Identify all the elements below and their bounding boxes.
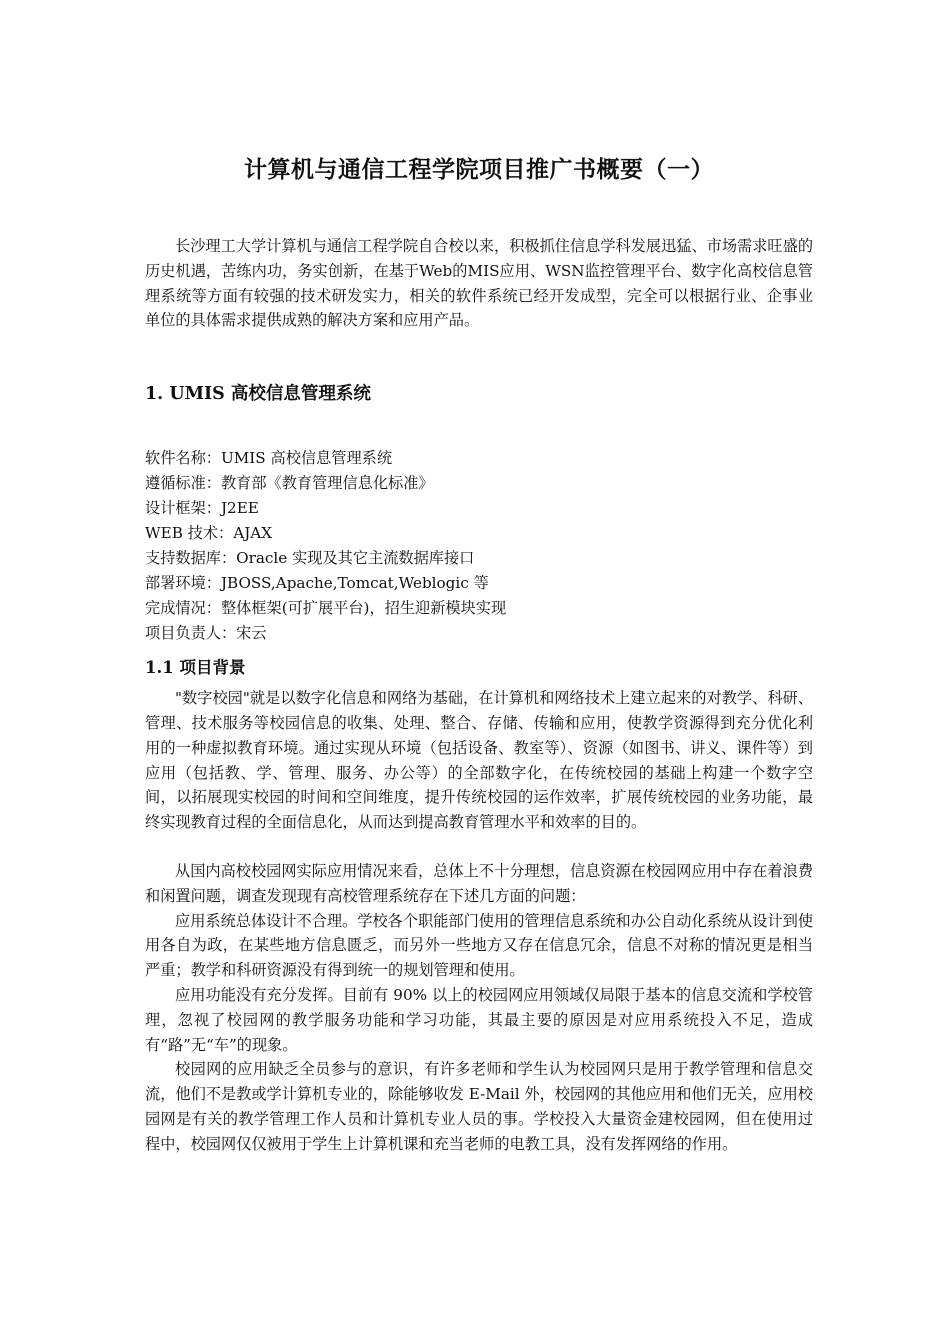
body-paragraph: "数字校园"就是以数字化信息和网络为基础，在计算机和网络技术上建立起来的对教学、科研、管理、技术服务等校园信息的收集、处理、整合、存储、传输和应用，使教学资源得到充分优化利用的一种虚拟教育环境。通过实现从环境（包括设备、教室等）、资源（如图书、讲义、课件等）到应用（包括教、学、管理、服务、办公等）的全部数字化，在传统校园的基础上构建一个数字空间，以拓展现实校园的时间和空间维度，提升传统校园的运作效率，扩展传统校园的业务功能，最终实现教育过程的全面信息化，从而达到提高教育管理水平和效率的目的。: [145, 689, 813, 832]
spec-item: 设计框架：J2EE: [145, 499, 259, 518]
spec-list: [145, 446, 813, 646]
spec-item: 部署环境：JBOSS,Apache,Tomcat,Weblogic 等: [145, 574, 489, 593]
spec-item: 软件名称：UMIS 高校信息管理系统: [145, 449, 393, 468]
subsection-heading: 1.1 项目背景: [145, 658, 246, 678]
body-paragraph: 应用功能没有充分发挥。目前有 90% 以上的校园网应用领域仅局限于基本的信息交流和学校管理，忽视了校园网的教学服务功能和学习功能，其最主要的原因是对应用系统投入不足，造成有“路”无“车”的现象。: [145, 985, 813, 1054]
body-paragraph: 校园网的应用缺乏全员参与的意识，有许多老师和学生认为校园网只是用于教学管理和信息交流，他们不是教或学计算机专业的，除能够收发 E-Mail 外，校园网的其他应用和他们无关，应用校园网是有关的教学管理工作人员和计算机专业人员的事。学校投入大量资金建校园网，但在使用过程中，校园网仅仅被用于学生上计算机课和充当老师的电教工具，没有发挥网络的作用。: [145, 1060, 813, 1153]
body-paragraph: 应用系统总体设计不合理。学校各个职能部门使用的管理信息系统和办公自动化系统从设计到使用各自为政，在某些地方信息匮乏，而另外一些地方又存在信息冗余，信息不对称的情况更是相当严重；教学和科研资源没有得到统一的规划管理和使用。: [145, 911, 813, 980]
spec-item: 完成情况：整体框架(可扩展平台)，招生迎新模块实现: [145, 599, 507, 618]
spec-item: 支持数据库：Oracle 实现及其它主流数据库接口: [145, 549, 475, 568]
section-heading: 1. UMIS 高校信息管理系统: [145, 384, 371, 405]
intro-paragraph: 长沙理工大学计算机与通信工程学院自合校以来，积极抓住信息学科发展迅猛、市场需求旺盛的历史机遇，苦练内功，务实创新，在基于Web的MIS应用、WSN监控管理平台、数字化高校信息管理系统等方面有较强的技术研发实力，相关的软件系统已经开发成型，完全可以根据行业、企事业单位的具体需求提供成熟的解决方案和应用产品。: [145, 237, 813, 330]
spec-item: 项目负责人：宋云: [145, 624, 267, 643]
spec-item: 遵循标准：教育部《教育管理信息化标准》: [145, 474, 434, 493]
document-title: 计算机与通信工程学院项目推广书概要（一）: [244, 157, 714, 183]
spec-item: WEB 技术：AJAX: [145, 524, 273, 543]
body-paragraph: 从国内高校校园网实际应用情况来看，总体上不十分理想，信息资源在校园网应用中存在着浪费和闲置问题，调查发现现有高校管理系统存在下述几方面的问题：: [145, 861, 813, 905]
